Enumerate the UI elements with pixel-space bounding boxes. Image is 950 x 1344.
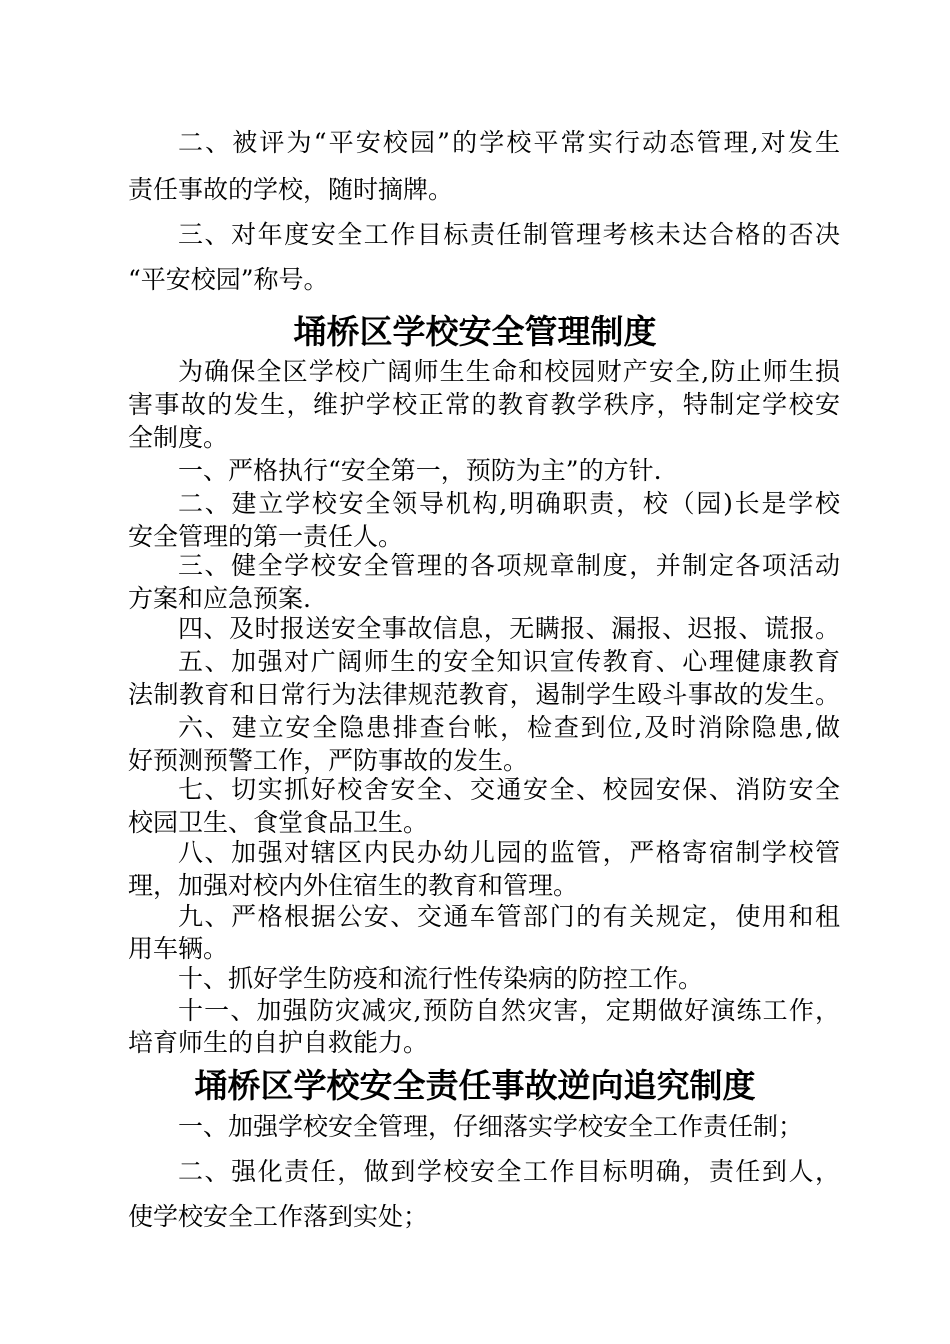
list-item-line: 九、严格根据公安、交通车管部门的有关规定，使用和租 (178, 902, 840, 931)
paragraph-line: 责任事故的学校，随时摘牌。 (128, 175, 454, 204)
list-item-line: 校园卫生、食堂食品卫生。 (128, 808, 429, 837)
list-item-line: 六、建立安全隐患排查台帐，检查到位,及时消除隐患,做 (178, 713, 840, 742)
paragraph-line: “平安校园”称号。 (128, 265, 329, 294)
list-item-line: 十、抓好学生防疫和流行性传染病的防控工作。 (178, 964, 704, 993)
list-item-line: 培育师生的自护自救能力。 (128, 1028, 429, 1057)
section-title: 埇桥区学校安全责任事故逆向追究制度 (194, 1066, 756, 1105)
list-item-line: 四、及时报送安全事故信息，无瞒报、漏报、迟报、谎报。 (178, 614, 840, 643)
intro-line: 为确保全区学校广阔师生生命和校园财产安全,防止师生损 (178, 357, 840, 386)
list-item-line: 五、加强对广阔师生的安全知识宣传教育、心理健康教育 (178, 647, 840, 676)
list-item-line: 八、加强对辖区内民办幼儿园的监管，严格寄宿制学校管 (178, 838, 840, 867)
list-item-line: 用车辆。 (128, 934, 229, 963)
list-item-line: 安全管理的第一责任人。 (128, 522, 404, 551)
list-item-line: 方案和应急预案. (128, 584, 311, 613)
list-item-line: 使学校安全工作落到实处； (128, 1202, 429, 1231)
list-item-line: 理，加强对校内外住宿生的教育和管理。 (128, 871, 579, 900)
list-item-line: 三、健全学校安全管理的各项规章制度，并制定各项活动 (178, 551, 840, 580)
list-item-line: 好预测预警工作，严防事故的发生。 (128, 746, 529, 775)
list-item-line: 一、加强学校安全管理，仔细落实学校安全工作责任制； (178, 1112, 804, 1141)
list-item-line: 一、严格执行“安全第一，预防为主”的方针. (178, 456, 662, 485)
paragraph-line: 三、对年度安全工作目标责任制管理考核未达合格的否决 (178, 220, 840, 249)
intro-line: 全制度。 (128, 423, 229, 452)
list-item-line: 二、强化责任，做到学校安全工作目标明确，责任到人， (178, 1157, 840, 1186)
section-title: 埇桥区学校安全管理制度 (293, 312, 657, 351)
list-item-line: 七、切实抓好校舍安全、交通安全、校园安保、消防安全 (178, 775, 840, 804)
list-item-line: 法制教育和日常行为法律规范教育，遏制学生殴斗事故的发生。 (128, 680, 840, 709)
paragraph-line: 二、被评为“平安校园”的学校平常实行动态管理,对发生 (178, 128, 840, 157)
intro-line: 害事故的发生，维护学校正常的教育教学秩序，特制定学校安 (128, 390, 840, 419)
list-item-line: 二、建立学校安全领导机构,明确职责，校（园)长是学校 (178, 489, 840, 518)
list-item-line: 十一、加强防灾减灾,预防自然灾害，定期做好演练工作， (178, 996, 840, 1025)
